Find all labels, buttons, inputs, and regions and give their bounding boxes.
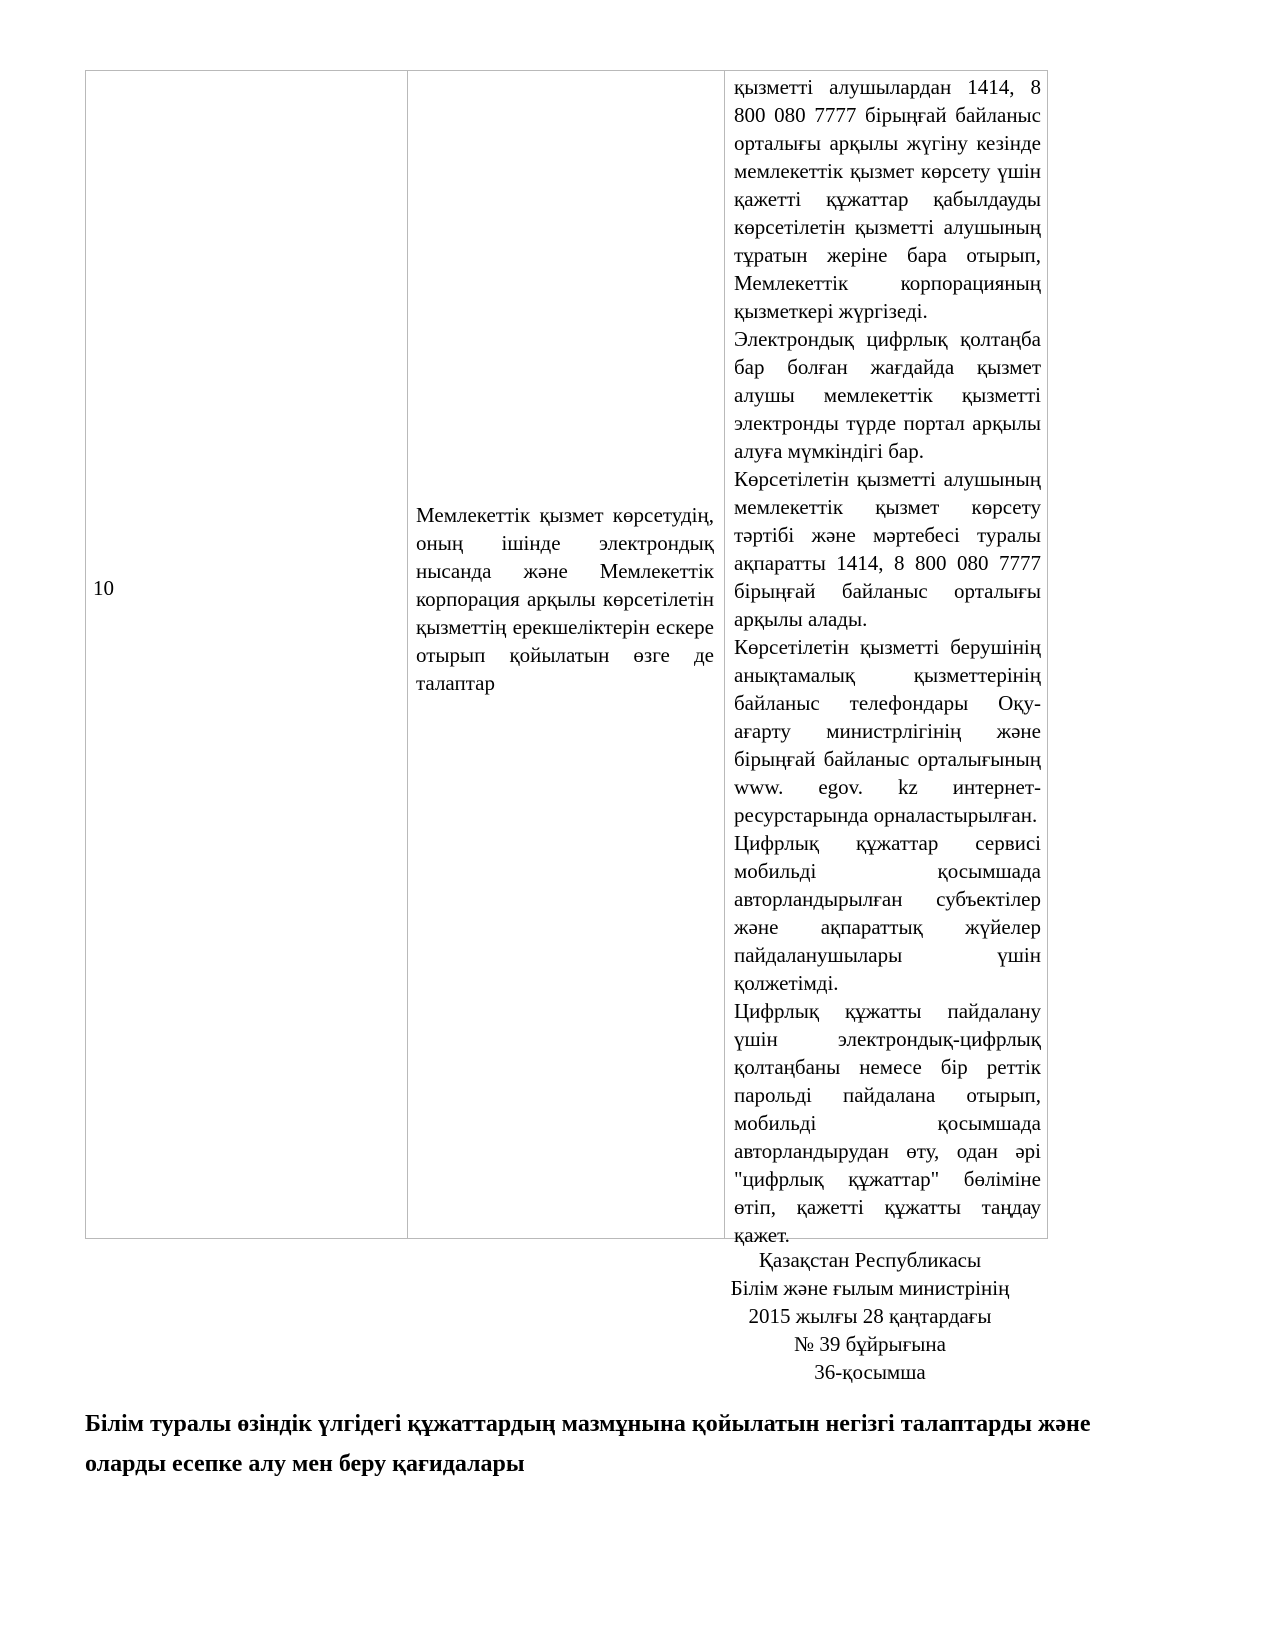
details-paragraph-1: қызметті алушылардан 1414, 8 800 080 7777 бірыңғай байланыс орталығы арқылы жүгіну кезінде мемлекеттік қызмет көрсету үшін қажетті құжаттар қабылдауды көрсетілетін қызметті алушының тұратын жеріне бара отырып, Мемлекеттік корпорацияның қызметкері жүргізеді. <box>734 75 1041 323</box>
table-cell-details <box>725 71 1047 1247</box>
document-heading: Білім туралы өзіндік үлгідегі құжаттардың мазмұнына қойылатын негізгі талаптарды және оларды есепке алу мен беру қағидалары <box>85 1411 1091 1477</box>
details-paragraph-3: Көрсетілетін қызметті алушының мемлекеттік қызмет көрсету тәртібі және мәртебесі туралы ақпаратты 1414, 8 800 080 7777 бірыңғай байланыс орталығы арқылы алады. <box>734 467 1041 631</box>
appendix-line-4: № 39 бұйрығына <box>794 1332 946 1356</box>
appendix-line-3: 2015 жылғы 28 қаңтардағы <box>748 1304 992 1328</box>
table-cell-requirement <box>408 71 725 1238</box>
details-paragraph-5: Цифрлық құжаттар сервисі мобильді қосымшада авторландырылған субъектілер және ақпараттық жүйелер пайдаланушылары үшін қолжетімді. <box>734 831 1041 995</box>
details-paragraph-6: Цифрлық құжатты пайдалану үшін электрондық-цифрлық қолтаңбаны немесе бір реттік парольді пайдалана отырып, мобильді қосымшада авторландырудан өту, одан әрі "цифрлық құжаттар" бөліміне өтіп, қажетті құжатты таңдау қажет. <box>734 999 1041 1247</box>
details-paragraph-4: Көрсетілетін қызметті берушінің анықтамалық қызметтерінің байланыс телефондары Оқу-ағарту министрлігінің және бірыңғай байланыс орталығының www. egov. kz интернет-ресурстарында орналастырылған. <box>734 635 1041 827</box>
appendix-line-5: 36-қосымша <box>814 1360 926 1384</box>
appendix-reference-block <box>690 1246 1050 1386</box>
appendix-line-2: Білім және ғылым министрінің <box>730 1276 1010 1300</box>
requirement-text: Мемлекеттік қызмет көрсетудің, оның ішінде электрондық нысанда және Мемлекеттік корпорация арқылы көрсетілетін қызметтің ерекшеліктерін ескере отырып қойылатын өзге де талаптар <box>416 503 714 695</box>
table-cell-row-number <box>86 71 408 1238</box>
row-number: 10 <box>93 576 114 600</box>
appendix-line-1: Қазақстан Республикасы <box>758 1248 982 1272</box>
details-paragraph-2: Электрондық цифрлық қолтаңба бар болған жағдайда қызмет алушы мемлекеттік қызметті электронды түрде портал арқылы алуға мүмкіндігі бар. <box>734 327 1041 463</box>
requirements-table <box>85 70 1048 1247</box>
